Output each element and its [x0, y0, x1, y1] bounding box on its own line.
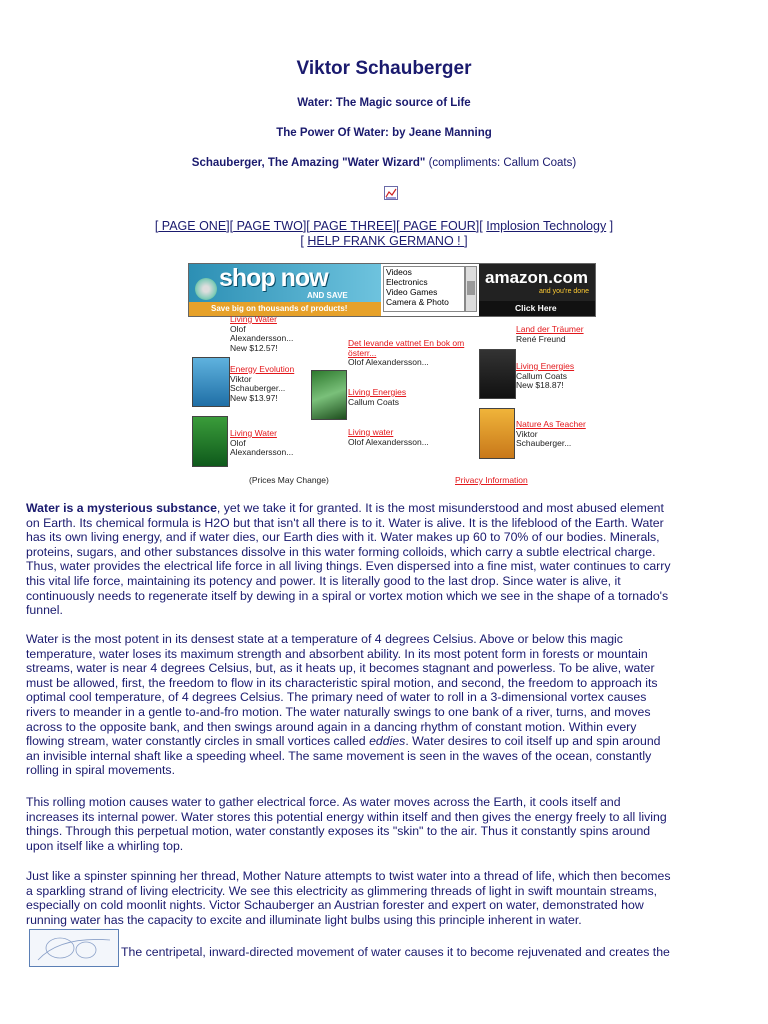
paragraph-centripetal: [121, 945, 761, 960]
click-here-button[interactable]: Click Here: [479, 301, 595, 316]
text-line: optimal cool temperature, of 4 degrees Celsius. The primary need of water to roll in a 3-dimensional vortex causes: [26, 690, 647, 705]
nav-separator: ][: [392, 219, 400, 233]
text-line: funnel.: [26, 603, 63, 618]
nav-bracket: ]: [606, 219, 614, 233]
product-author: Viktor: [516, 428, 538, 439]
product-author: Alexandersson...: [230, 333, 294, 343]
product-title-link[interactable]: Nature As Teacher: [516, 419, 586, 429]
product-title-link[interactable]: Living Energies: [516, 361, 575, 371]
product-item: [348, 339, 464, 368]
book-cover-nature-as-teacher[interactable]: [479, 408, 515, 459]
cd-disc-icon: [195, 278, 217, 300]
shop-now-text: shop now: [219, 264, 328, 292]
text-line: a sparkling strand of living electricity. We see this electricity as glimmering threads of light in swift mountain streams,: [26, 883, 658, 898]
shop-now-panel[interactable]: [189, 264, 381, 316]
text-line: continuously needs to regenerate itself by dewing in a spiral or vortex motion which we see in the shape of a tornado's: [26, 588, 669, 603]
nav-page-three[interactable]: PAGE THREE: [309, 219, 393, 233]
text-line: this vital life force, maintaining its potency and power. It is literally good to the last drop. Since water is alive, it: [26, 573, 621, 588]
text-line: The centripetal, inward-directed movement of water causes it to become rejuvenated and creates the: [121, 945, 670, 959]
paragraph-mysterious-substance: [26, 501, 768, 618]
paragraph-spinster: [26, 869, 768, 927]
text-line: streams, water is near 4 degrees Celsius, but, as it heats up, it becomes stagnant and powerless. To be alive, water: [26, 661, 655, 676]
text-line: flowing stream, water constantly circles in small vortices called: [26, 734, 370, 749]
product-title-link[interactable]: Living Water: [230, 314, 277, 324]
category-option[interactable]: Videos: [386, 267, 412, 277]
text-line: across to the opposite bank, and then swings around again in a dancing rhythm of constant motion. Within every: [26, 719, 637, 734]
nav-page-two[interactable]: PAGE TWO: [233, 219, 303, 233]
subtitle-magic-source: Water: The Magic source of Life: [297, 97, 471, 109]
text-line: an invisible internal shaft like a speeding wheel. The same movement is seen in the waves of the ocean, constantly: [26, 748, 652, 763]
text-line: has its own living energy, and if water dies, our Earth dies with it. Water makes up 60 to 70% of our bodies. Minerals,: [26, 530, 660, 545]
prices-note: (Prices May Change): [249, 475, 329, 485]
product-author: Alexandersson...: [230, 447, 294, 457]
category-option[interactable]: Camera & Photo: [386, 297, 449, 307]
nav-separator: ][: [475, 219, 487, 233]
text-line: must be allowed, first, the freedom to flow in its characteristic spiral motion, and second, the freedom to approach its: [26, 675, 658, 690]
product-item: [516, 362, 574, 391]
product-author: Callum Coats: [348, 396, 400, 407]
product-price: New $13.97!: [230, 392, 278, 403]
product-author: Olof: [230, 323, 246, 334]
nav-bracket: [: [300, 234, 308, 248]
product-title-link[interactable]: Living Energies: [348, 387, 407, 397]
text-line: upon itself like a whirling top.: [26, 838, 184, 853]
amazon-banner-ad[interactable]: [188, 263, 596, 317]
product-item: [230, 429, 293, 458]
product-title-link[interactable]: Living water: [348, 427, 394, 437]
nav-separator: ][: [226, 219, 234, 233]
paragraph-potent-densest: [26, 632, 768, 778]
amazon-tagline: and you're done: [539, 288, 589, 295]
text-line: things. Through this perpetual motion, water constantly exposes its "skin" to the air. Thus it constantly spins around: [26, 824, 651, 839]
category-listbox[interactable]: [383, 266, 465, 312]
save-big-text: Save big on thousands of products!: [189, 302, 381, 316]
book-cover-living-energies-dark[interactable]: [479, 349, 516, 399]
water-wizard-credit: (compliments: Callum Coats): [425, 157, 577, 169]
subtitle-water-wizard: [0, 157, 768, 169]
product-title-link[interactable]: Land der Träumer: [516, 324, 584, 334]
text-line: rolling in spiral movements.: [26, 763, 175, 778]
nav-help-frank-germano[interactable]: HELP FRANK GERMANO !: [307, 234, 465, 248]
product-author: Olof Alexandersson...: [348, 436, 429, 447]
chart-icon[interactable]: [384, 186, 398, 200]
text-line: rivers to meander in a gentle to-and-fro motion. The water naturally swings to one bank of a river, turns, and moves: [26, 704, 651, 719]
nav-bracket: [: [154, 219, 159, 233]
product-item: [230, 365, 294, 403]
privacy-link[interactable]: Privacy Information: [455, 475, 528, 485]
product-author: Callum Coats: [516, 370, 568, 381]
product-item: [516, 420, 586, 449]
and-save-text: AND SAVE: [307, 291, 348, 300]
text-line: increases its internal power. Water stores this potential energy within itself and then gives the energy freely to all living: [26, 809, 667, 824]
product-price: New $12.57!: [230, 342, 278, 353]
vortex-diagram-image[interactable]: [29, 929, 119, 967]
nav-page-four[interactable]: PAGE FOUR: [399, 219, 476, 233]
product-author: Olof: [230, 437, 246, 448]
text-line: . Water desires to coil itself up and spin around: [405, 734, 661, 749]
product-item: [348, 428, 429, 447]
amazon-logo-panel[interactable]: [479, 264, 595, 316]
product-author: Schauberger...: [230, 383, 286, 393]
eddies-italic: eddies: [369, 734, 406, 749]
product-author: Schauberger...: [516, 438, 572, 448]
product-item: [516, 325, 584, 344]
book-cover-energy-evolution[interactable]: [192, 357, 230, 407]
text-line: Water is the most potent in its densest state at a temperature of 4 degrees Celsius. Above or below this magic: [26, 632, 623, 646]
category-option[interactable]: Electronics: [386, 277, 428, 287]
help-nav: [0, 234, 768, 248]
product-price: New $18.87!: [516, 380, 564, 390]
product-author: Viktor: [230, 373, 252, 384]
text-line: , yet we take it for granted. It is the most misunderstood and most abused element: [216, 501, 664, 515]
category-option[interactable]: Video Games: [386, 287, 438, 297]
text-line: This rolling motion causes water to gather electrical force. As water moves across the Earth, it cools itself and: [26, 795, 621, 809]
amazon-logo: amazon.com: [485, 268, 588, 287]
scrollbar-thumb[interactable]: [467, 281, 475, 295]
page-title: Viktor Schauberger: [296, 58, 472, 79]
text-line: running water has the capacity to excite and illuminate light bulbs using this principle inherent in water.: [26, 912, 582, 927]
product-title-link[interactable]: Det levande vattnet En bok om: [348, 338, 465, 348]
subtitle-power-of-water: The Power Of Water: by Jeane Manning: [276, 127, 492, 139]
water-wizard-title: Schauberger, The Amazing "Water Wizard": [191, 157, 426, 169]
nav-page-one[interactable]: PAGE ONE: [158, 219, 227, 233]
text-line: especially on cold moonlit nights. Victor Schauberger an Austrian forester and expert on water, demonstrated how: [26, 898, 644, 913]
book-cover-living-energies[interactable]: [311, 370, 347, 420]
paragraph-rolling-motion: [26, 795, 768, 853]
product-title-link[interactable]: Living Water: [230, 428, 277, 438]
text-line: on Earth. Its chemical formula is H2O but that isn't all there is to it. Water is alive. It is the lifeblood of the Earth. Water: [26, 515, 664, 530]
text-line: temperature, water loses its maximum strength and absorbent ability. In its most potent form in forests or mountain: [26, 646, 648, 661]
nav-implosion-technology[interactable]: Implosion Technology: [486, 219, 607, 233]
text-line: Thus, water provides the electrical life force in all living things. Even dispersed into a fine mist, water continues to carry: [26, 559, 671, 574]
product-item: [348, 388, 406, 407]
text-line: proteins, sugars, and other substances dissolve in this water forming colloids, which carry a subtle electrical charge.: [26, 544, 656, 559]
book-cover-living-water[interactable]: [192, 416, 228, 467]
product-item: [230, 315, 293, 353]
lead-bold-text: Water is a mysterious substance: [26, 501, 217, 515]
text-line: Just like a spinster spinning her thread, Mother Nature attempts to twist water into a thread of life, which then becomes: [26, 869, 671, 883]
nav-separator: ][: [302, 219, 310, 233]
product-title-link[interactable]: österr...: [348, 347, 377, 358]
category-scrollbar[interactable]: [465, 266, 477, 312]
product-title-link[interactable]: Energy Evolution: [230, 364, 295, 374]
nav-bracket: ]: [464, 234, 468, 248]
product-author: Olof Alexandersson...: [348, 357, 429, 367]
product-author: René Freund: [516, 333, 566, 344]
page-nav: [0, 219, 768, 233]
